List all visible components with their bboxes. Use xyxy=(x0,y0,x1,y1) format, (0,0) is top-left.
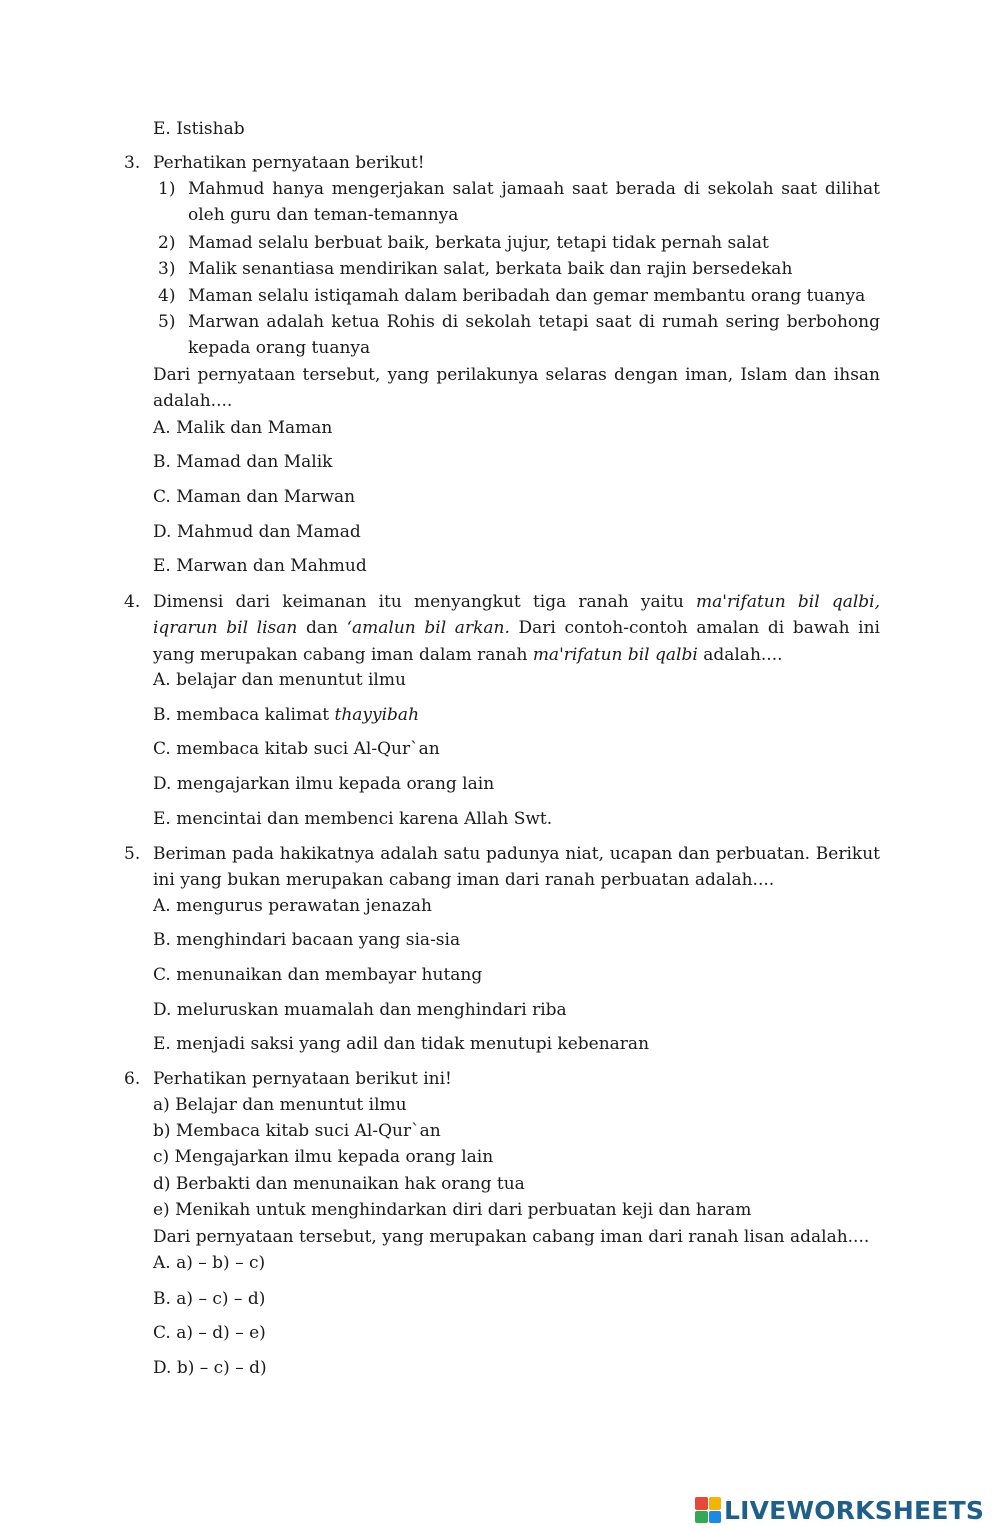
q4-option-b-text: B. membaca kalimat xyxy=(153,705,335,725)
q6-statement: b) Membaca kitab suci Al-Qur`an xyxy=(153,1121,441,1141)
q3-statement-text: Marwan adalah ketua Rohis di sekolah tetapi saat di rumah sering berbohong kepada orang tuanya xyxy=(188,312,880,359)
q6-statement: d) Berbakti dan menunaikan hak orang tua xyxy=(153,1174,525,1194)
q4-text-part: adalah.... xyxy=(697,644,783,665)
q3-option[interactable]: D. Mahmud dan Mamad xyxy=(153,522,361,542)
q3-option[interactable]: C. Maman dan Marwan xyxy=(153,487,356,507)
q3-statement-text: Mamad selalu berbuat baik, berkata jujur, tetapi tidak pernah salat xyxy=(188,233,769,253)
q3-option[interactable]: A. Malik dan Maman xyxy=(153,418,333,438)
q4-text-part: Dimensi dari keimanan itu menyangkut tiga ranah yaitu xyxy=(153,592,697,612)
q3-statement-text: Maman selalu istiqamah dalam beribadah dan gemar membantu orang tuanya xyxy=(188,286,866,306)
q4-option-a[interactable]: A. belajar dan menuntut ilmu xyxy=(153,670,406,690)
q4-option-c[interactable]: C. membaca kitab suci Al-Qur`an xyxy=(153,739,440,759)
liveworksheets-brand xyxy=(695,1493,984,1527)
q6-question: Dari pernyataan tersebut, yang merupakan cabang iman dari ranah lisan adalah.... xyxy=(153,1227,870,1247)
q5-option[interactable]: D. meluruskan muamalah dan menghindari riba xyxy=(153,1000,567,1020)
q6-number: 6. xyxy=(124,1069,141,1089)
q5-option[interactable]: B. menghindari bacaan yang sia-sia xyxy=(153,930,461,950)
q3-intro: Perhatikan pernyataan berikut! xyxy=(153,153,425,173)
q3-statement-num: 2) xyxy=(158,233,176,253)
q6-option[interactable]: C. a) – d) – e) xyxy=(153,1323,266,1343)
liveworksheets-wordmark: LIVEWORKSHEETS xyxy=(724,1495,985,1525)
q5-option[interactable]: A. mengurus perawatan jenazah xyxy=(153,896,432,916)
q3-option[interactable]: E. Marwan dan Mahmud xyxy=(153,556,367,576)
q5-option[interactable]: C. menunaikan dan membayar hutang xyxy=(153,965,483,985)
q4-option-d[interactable]: D. mengajarkan ilmu kepada orang lain xyxy=(153,774,495,794)
q4-text-italic: ma'rifatun bil qalbi, iqrarun bil lisan xyxy=(153,592,880,639)
q6-option[interactable]: D. b) – c) – d) xyxy=(153,1358,267,1378)
q3-number: 3. xyxy=(124,153,141,173)
q4-option-b[interactable] xyxy=(153,704,419,726)
q3-statement-num: 5) xyxy=(158,312,176,332)
q3-question: Dari pernyataan tersebut, yang perilakunya selaras dengan iman, Islam dan ihsan adalah.... xyxy=(153,365,880,412)
q5-number: 5. xyxy=(124,844,141,864)
q3-statement-num: 1) xyxy=(158,179,176,199)
q6-option[interactable]: B. a) – c) – d) xyxy=(153,1289,266,1309)
q3-statement-text: Mahmud hanya mengerjakan salat jamaah saat berada di sekolah saat dilihat oleh guru dan teman-temannya xyxy=(188,179,880,226)
q6-statement: a) Belajar dan menuntut ilmu xyxy=(153,1095,407,1115)
q6-statement: e) Menikah untuk menghindarkan diri dari perbuatan keji dan haram xyxy=(153,1200,752,1220)
q4-option-e[interactable]: E. mencintai dan membenci karena Allah Swt. xyxy=(153,809,553,829)
q4-text-part: Dari contoh-contoh amalan di bawah ini yang merupakan cabang iman dalam ranah xyxy=(153,618,880,665)
q3-statement-num: 4) xyxy=(158,286,176,306)
q4-text-italic: ‘amalun bil arkan. xyxy=(346,618,510,639)
q5-text: Beriman pada hakikatnya adalah satu padunya niat, ucapan dan perbuatan. Berikut ini yang bukan merupakan cabang iman dari ranah perbuatan adalah.... xyxy=(153,844,880,891)
q4-text xyxy=(153,589,880,668)
q4-text-part: dan xyxy=(297,618,347,639)
q3-option[interactable]: B. Mamad dan Malik xyxy=(153,452,333,472)
liveworksheets-logo-icon xyxy=(695,1497,721,1523)
q6-statement: c) Mengajarkan ilmu kepada orang lain xyxy=(153,1147,494,1167)
q6-intro: Perhatikan pernyataan berikut ini! xyxy=(153,1069,452,1089)
q4-text-italic: ma'rifatun bil qalbi xyxy=(532,644,698,665)
q4-number: 4. xyxy=(124,592,141,612)
q5-option[interactable]: E. menjadi saksi yang adil dan tidak menutupi kebenaran xyxy=(153,1034,650,1054)
q3-statement-text: Malik senantiasa mendirikan salat, berkata baik dan rajin bersedekah xyxy=(188,259,793,279)
q2-option-e: E. Istishab xyxy=(153,119,245,139)
q3-statement-num: 3) xyxy=(158,259,176,279)
q4-option-b-italic: thayyibah xyxy=(334,705,420,725)
q6-option[interactable]: A. a) – b) – c) xyxy=(153,1253,266,1273)
